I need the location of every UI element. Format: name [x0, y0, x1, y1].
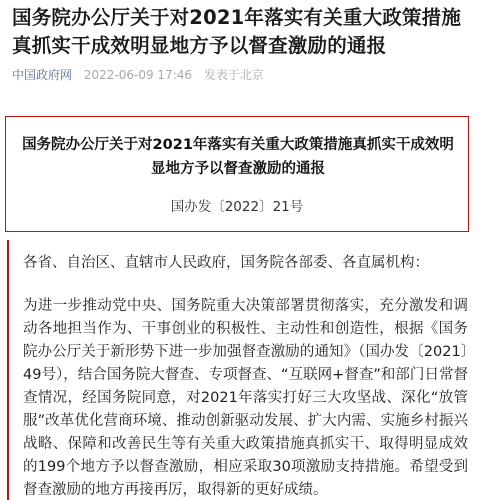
notice-header-box [5, 116, 469, 232]
article-title: 国务院办公厅关于对2021年落实有关重大政策措施真抓实干成效明显地方予以督查激励的通报 [12, 6, 462, 57]
document-number: 国办发〔2022〕21号 [170, 199, 304, 215]
publish-datetime: 2022-06-09 17:46 [83, 68, 192, 82]
publish-location: 发表于北京 [203, 68, 264, 82]
body-paragraph: 为进一步推动党中央、国务院重大决策部署贯彻落实，充分激发和调动各地担当作为、干事创业的积极性、主动性和创造性，根据《国务院办公厅关于新形势下进一步加强督查激励的通知》（国办发〔2021〕49号），结合国务院大督查、专项督查、“互联网+督查”和部门日常督查情况，经国务院同意，对2021年落实打好三大攻坚战、深化“放管服”改革优化营商环境、推动创新驱动发展、扩大内需、实施乡村振兴战略、保障和改善民生等有关重大政策措施真抓实干、取得明显成效的199个地方予以督查激励，相应采取30项激励支持措施。希望受到督查激励的地方再接再厉，取得新的更好成绩。 [23, 298, 468, 498]
article-meta [12, 66, 272, 83]
salutation: 各省、自治区、直辖市人民政府，国务院各部委、各直属机构： [23, 255, 429, 271]
notice-content [7, 240, 472, 500]
source-link[interactable]: 中国政府网 [12, 68, 73, 82]
notice-title: 国务院办公厅关于对2021年落实有关重大政策措施真抓实干成效明显地方予以督查激励的通报 [22, 137, 454, 177]
